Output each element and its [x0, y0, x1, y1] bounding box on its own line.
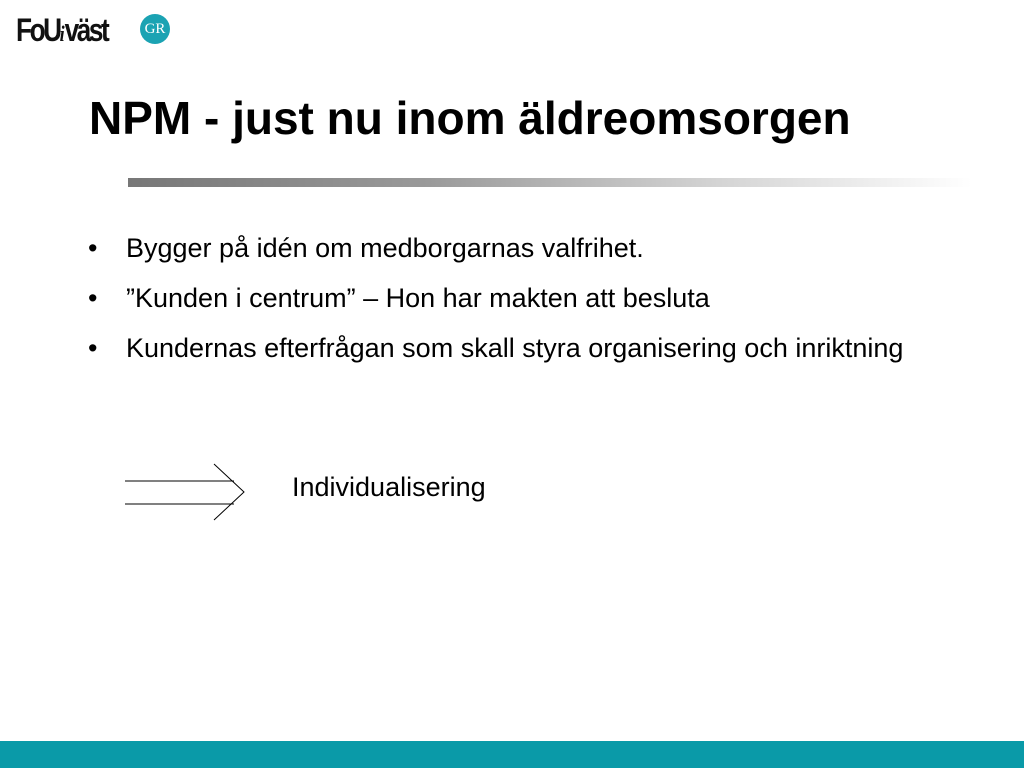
bullet-text: ”Kunden i centrum” – Hon har makten att besluta [126, 283, 710, 313]
bullet-marker: • [88, 233, 98, 263]
footer-bar [0, 741, 1024, 768]
title-divider [128, 178, 972, 187]
bullet-item [88, 278, 948, 318]
bullet-item [88, 228, 948, 268]
logo-text-fou: FoU [16, 12, 60, 48]
bullet-marker: • [88, 283, 98, 313]
logo-wordmark [16, 10, 107, 54]
bullet-text: Bygger på idén om medborgarnas valfrihet. [126, 233, 644, 263]
gr-badge-icon: GR [140, 14, 170, 44]
logo-text-i: i [59, 21, 65, 46]
bullet-text: Kundernas efterfrågan som skall styra organisering och inriktning [126, 333, 904, 363]
bullet-marker: • [88, 333, 98, 363]
logo-text-vast: väst [64, 12, 108, 48]
double-arrow-right-icon [124, 462, 248, 522]
slide-title: NPM - just nu inom äldreomsorgen [89, 92, 851, 144]
fou-vast-logo [16, 10, 166, 54]
bullet-list [88, 228, 948, 378]
bullet-item [88, 328, 948, 368]
arrow-label: Individualisering [292, 472, 486, 502]
